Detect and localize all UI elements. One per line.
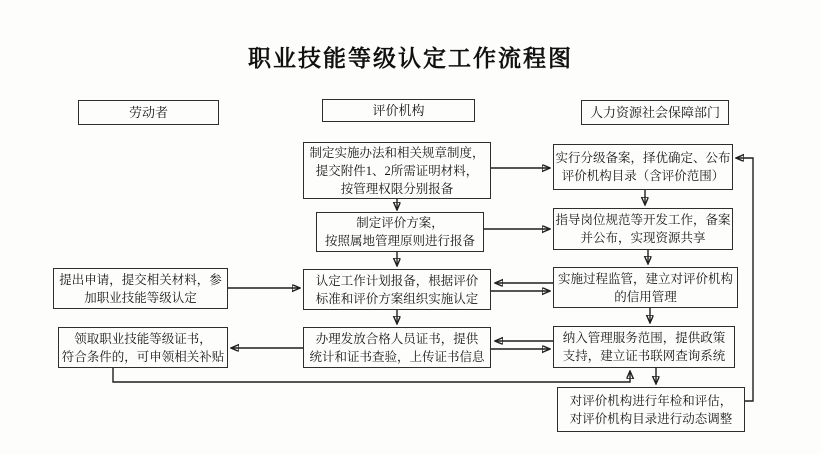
text-line: 并公布，实现资源共享 bbox=[580, 231, 706, 245]
node-organize-certification bbox=[303, 269, 491, 310]
text-line: 提出申请，提交相关材料，参 bbox=[59, 272, 222, 287]
page-title: 职业技能等级认定工作流程图 bbox=[248, 46, 573, 71]
node-worker-apply bbox=[53, 268, 228, 309]
node-process-supervision bbox=[553, 267, 738, 308]
text-line: 制定实施办法和相关规章制度， bbox=[309, 145, 485, 160]
text-line: 对评价机构目录进行动态调整 bbox=[569, 411, 733, 426]
text-line: 的信用管理 bbox=[614, 289, 677, 304]
node-filing-and-directory bbox=[553, 144, 733, 190]
text-line: 对评价机构进行年检和评估， bbox=[569, 393, 733, 408]
column-header-hr-department bbox=[581, 100, 729, 125]
text-line: 认定工作计划报备，根据评价 bbox=[315, 273, 479, 288]
node-issue-certificates bbox=[303, 327, 491, 368]
text-line: 标准和评价方案组织实施认定 bbox=[315, 291, 479, 306]
text-line: 评价机构目录（含评价范围） bbox=[561, 169, 725, 183]
text-line: 加职业技能等级认定 bbox=[84, 290, 197, 305]
column-header-worker bbox=[78, 100, 219, 125]
node-develop-evaluation-plan bbox=[316, 212, 484, 252]
column-header-label: 劳动者 bbox=[128, 104, 168, 120]
text-line: 按照属地管理原则进行报备 bbox=[324, 234, 475, 248]
node-guide-development bbox=[553, 208, 733, 250]
node-annual-review bbox=[557, 387, 745, 432]
node-worker-receive-certificate bbox=[58, 327, 228, 368]
text-line: 纳入管理服务范围，提供政策 bbox=[562, 331, 726, 345]
text-line: 支持，建立证书联网查询系统 bbox=[562, 349, 726, 363]
text-line: 指导岗位规范等开发工作，备案 bbox=[555, 213, 731, 227]
text-line: 制定评价方案， bbox=[356, 216, 444, 230]
node-management-service bbox=[553, 326, 735, 368]
column-header-evaluator bbox=[322, 99, 475, 122]
text-line: 按管理权限分别报备 bbox=[340, 181, 454, 196]
arrow-receive-to-service-loop bbox=[113, 368, 630, 382]
text-line: 符合条件的，可申领相关补贴 bbox=[61, 349, 225, 364]
node-establish-rules bbox=[303, 142, 491, 199]
arrow-review-to-filing-loop bbox=[737, 158, 753, 401]
text-line: 领取职业技能等级证书， bbox=[74, 331, 212, 346]
text-line: 提交附件1、2所需证明材料， bbox=[315, 163, 479, 178]
column-header-label: 人力资源社会保障部门 bbox=[589, 104, 720, 120]
column-header-label: 评价机构 bbox=[372, 102, 425, 118]
text-line: 实行分级备案，择优确定、公布 bbox=[555, 151, 731, 165]
text-line: 实施过程监管，建立对评价机构 bbox=[557, 271, 733, 286]
text-line: 办理发放合格人员证书，提供 bbox=[315, 331, 479, 346]
text-line: 统计和证书查验，上传证书信息 bbox=[309, 349, 485, 364]
